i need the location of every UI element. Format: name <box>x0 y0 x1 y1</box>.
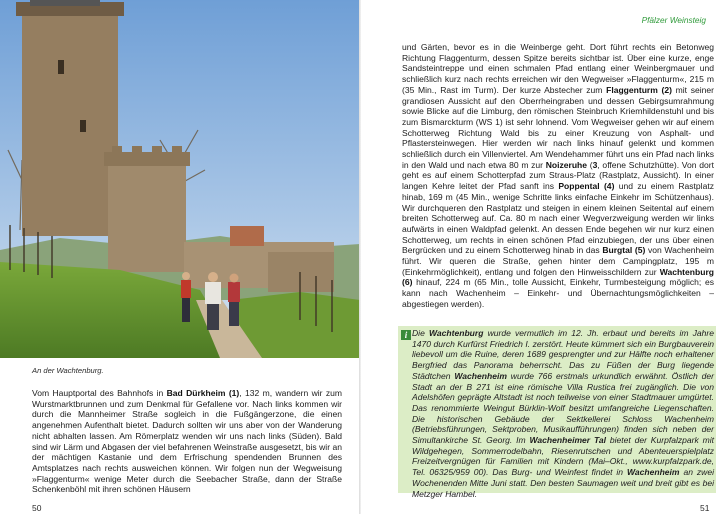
text-run: , offene Schutzhütte). Von dort geht es auf einem Schotterpfad zum Straus-Platz (Rastplatz, Aussicht). In einer langen Kehre leitet der Pfad sanft ins <box>402 159 714 192</box>
left-body-text <box>32 388 342 495</box>
bold-text-run: Flaggenturm (2) <box>606 84 672 95</box>
bold-text-run: 3 <box>592 159 598 170</box>
bold-text-run: Burgtal (5) <box>602 245 646 256</box>
wachtenburg-photo <box>0 0 360 358</box>
text-run: von Wachenheim führt. Wir queren die Straße, gehen hinter dem Campingplatz, 195 m (Einkehrmöglichkeit), entlang und folgen den Hinweisschildern zur <box>402 245 714 277</box>
text-run: ( <box>587 159 593 170</box>
page-number-left: 50 <box>32 503 42 513</box>
bold-text-run: Wachenheim <box>626 467 680 478</box>
running-head: Pfälzer Weinsteig <box>641 15 706 25</box>
bold-text-run: Wachtenburg (6) <box>402 266 714 288</box>
info-icon: i <box>401 330 411 340</box>
bold-text-run: Wachenheimer Tal <box>529 435 606 446</box>
text-run: Die <box>412 328 429 338</box>
right-body-text <box>402 42 714 310</box>
text-run: mit seiner grandiosen Aussicht auf den Oberrheingraben und dessen Gebirgsumrahmung sowie Blicke auf die Limburg, den römischen Steinbruch Kriemhildenstuhl und bis zum Bismarckturm (WS 1) ist sehr lohnend. Vom Wegweiser gehen wir auf einem Schotterweg Richtung Wald bis zu einer Kreuzung von Asphalt- und Pflastersteinwegen. Hier werden wir nach links hinauf gelenkt und kommen schließlich durch ein Villenviertel. Am Wendehammer führt uns ein Pfad nach links in den Wald und nach etwa 80 m zur <box>402 84 715 170</box>
text-run: Vom Hauptportal des Bahnhofs in <box>32 388 167 398</box>
bold-text-run: Poppental (4) <box>558 181 615 192</box>
text-run: hinauf, 224 m (65 Min., tolle Aussicht, Einkehr, Turmbesteigung möglich; es kann nach Wachenheim – Einkehr- und Übernachtungsmöglichkeiten – abgestiegen werden). <box>402 277 714 309</box>
book-gutter <box>359 0 361 514</box>
page-number-right: 51 <box>700 503 710 513</box>
photo-caption: An der Wachtenburg. <box>32 366 104 375</box>
bold-text-run: Bad Dürkheim (1) <box>166 388 240 398</box>
bold-text-run: Wachenheim <box>454 370 507 381</box>
text-run: und Gärten, bevor es in die Weinberge geht. Dort führt rechts ein Betonweg Richtung Flaggenturm, dessen Spitze bereits sichtbar ist. Über eine kurze, enge Sandsteintreppe und einen schmalen Pfad entlang einer Weinbergmauer und schließlich kurz nach rechts erreichen wir den Wegweiser »Flaggenturm«, 215 m (35 Min., Rast im Turm). Der kurze Abstecher zum <box>402 42 714 95</box>
text-run: bietet der Kurpfalzpark mit Wildgehegen, Sommerrodelbahn, Riesenrutschen und Abenteuerspielplatz Freizeitvergnügen für Familien mit Kindern (Mai–Okt., www.kurpfalzpark.de, Tel. 06325/959 00). Das Burg- und Weinfest findet in <box>412 435 714 478</box>
text-run: an zwei Wochenenden Mitte Juni statt. Den besten Saumagen weit und breit gibt es bei Metzger Hambel. <box>412 467 714 499</box>
text-run: und zu einem Rastplatz hinab, 169 m (45 Min., wenige Schritte links einfache Einkehr im Schützenhaus). Wir durchqueren den Rastplatz und steigen in einem kleinen Seitental auf einem breiten Schotterweg auf. Ca. 80 m nach einer Wegverzweigung werden wir links aufwärts in einen Waldpfad gelenkt. An dessen Ende begehen wir nur kurz einen Schotterweg, um rechts in einen schönen Pfad einzubiegen, der uns über einen Bergrücken und zu einem Schotterweg hinab in das <box>402 181 714 256</box>
text-run: wurde vermutlich im 12. Jh. erbaut und bereits im Jahre 1470 durch Kurfürst Friedrich I. zerstört. Heute kümmert sich ein Burgbauverein liebevoll um die Ruine, deren 1689 gesprengter und zur Hälfte noch erhaltener Bergfried das Panorama beherrscht. Das zu Füßen der Burg liegende Städtchen <box>412 328 714 381</box>
bold-text-run: Noizeruhe <box>545 159 588 170</box>
text-run: wurde 766 erstmals urkundlich erwähnt. Östlich der Stadt an der B 271 ist eine römische Villa Rustica frei zugänglich. Die von Adelshöfen geprägte Altstadt ist noch teilweise von einer Stadtmauer umgürtet. Das renommierte Weingut Bürklin-Wolf besitzt umfangreiche Liegenschaften. Die historischen Gebäude der Sektkellerei Schloss Wachenheim (Betriebsführungen, Sektproben, Musikaufführungen) finden sich neben der Simultankirche St. Georg. Im <box>412 370 714 446</box>
info-box-text <box>412 328 714 499</box>
bold-text-run: Wachtenburg <box>428 328 484 338</box>
text-run: , 132 m, wandern wir zum Wurstmarktbrunnen und zum Denkmal für Gefallene vor. Nach links kommen wir durch die Mannheimer Straße sogleich in die Fußgängerzone, die einen angenehmen Aufenthalt bietet. Dadurch sollten wir uns aber von der Wanderung nicht abhalten lassen. Am Römerplatz wenden wir uns nach links (Süden). Bald sind wir Lärm und Abgasen der viel befahrenen Weinstraße ausgesetzt, bis wir an der mächtigen Kastanie und dem Erfrischung spendenden Brunnen des Amtsplatzes nach rechts ausweichen können. Wir folgen nun der Wegweisung »Flaggenturm« wenige Meter durch die Seebacher Straße, dann der Straße Schenkenböhl mit ihren schönen Häusern <box>32 388 343 495</box>
